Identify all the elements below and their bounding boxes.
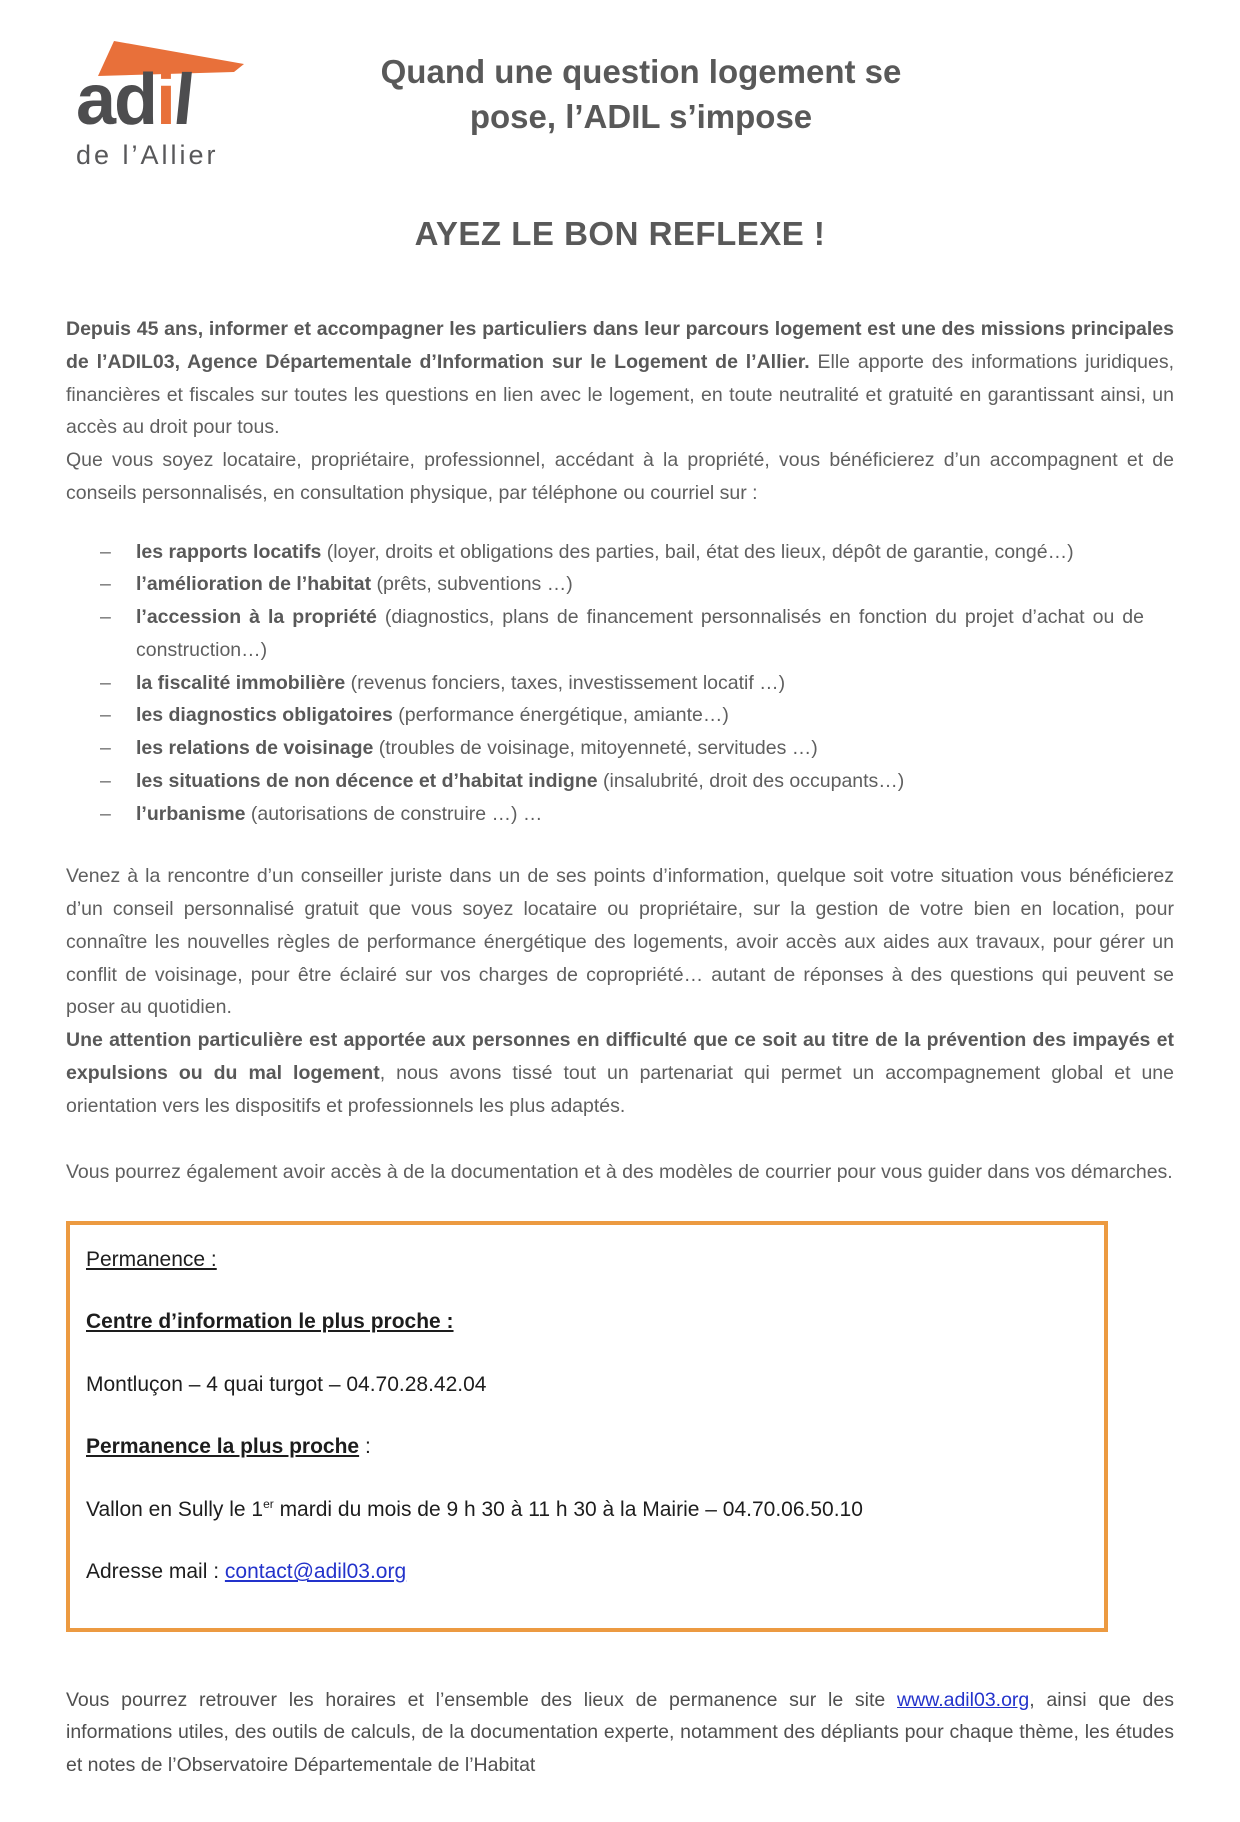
topic-bold: les rapports locatifs	[136, 540, 322, 563]
footer-pre-text: Vous pourrez retrouver les horaires et l’ensemble des lieux de permanence sur le site	[66, 1688, 898, 1711]
topic-rest: (loyer, droits et obligations des parties, bail, état des lieux, dépôt de garantie, congé…)	[321, 540, 1074, 563]
topic-bold: la fiscalité immobilière	[136, 671, 346, 694]
banner-heading: AYEZ LE BON REFLEXE !	[414, 215, 826, 252]
mail-line	[86, 1557, 1078, 1587]
list-item	[66, 765, 1174, 798]
logo-wordmark	[76, 60, 256, 140]
dash-bullet: –	[100, 737, 111, 759]
logo-subtitle: de l’Allier	[76, 140, 219, 170]
nearest-permanence-colon: :	[359, 1435, 371, 1459]
topic-rest: (revenus fonciers, taxes, investissement locatif …)	[345, 671, 786, 694]
topic-rest: (insalubrité, droit des occupants…)	[597, 769, 905, 792]
logo-letters-ad: ad	[76, 60, 157, 140]
topic-bold: l’urbanisme	[136, 802, 246, 825]
logo-letter-l: l	[169, 60, 197, 140]
permanence-heading	[86, 1245, 1078, 1275]
intro-rest-text: Elle apporte des informations juridiques, financières et fiscales sur toutes les questions en lien avec le logement, en toute neutralité et gratuité en garantissant ainsi, un accès au droit pour tous.	[66, 350, 1174, 439]
list-item	[66, 568, 1174, 601]
info-center-label-text: Centre d’information le plus proche :	[86, 1310, 454, 1334]
intro-bold-text: Depuis 45 ans, informer et accompagner les particuliers dans leur parcours logement est une des missions principales de l’ADIL03, Agence Départementale d’Information sur le Logement de l’Allier.	[66, 318, 1174, 373]
dash-bullet: –	[100, 704, 111, 727]
dash-bullet: –	[100, 606, 111, 628]
document-header	[66, 38, 1174, 171]
title-line-2: pose, l’ADIL s’impose	[469, 97, 813, 135]
list-item	[66, 732, 1174, 765]
advice-paragraph: Venez à la rencontre d’un conseiller juriste dans un de ses points d’information, quelque soit votre situation vous bénéficierez d’un conseil personnalisé gratuit que vous soyez locataire ou propriétaire, sur la gestion de votre bien en location, pour connaître les nouvelles règles de performance énergétique des logements, avoir accès aux aides aux travaux, pour gérer un conflit de voisinage, pour être éclairé sur vos charges de copropriété… autant de réponses à des questions qui peuvent se poser au quotidien.	[66, 865, 1174, 1019]
website-link[interactable]: www.adil03.org	[897, 1688, 1030, 1711]
footer-paragraph	[66, 1684, 1174, 1782]
dash-bullet: –	[100, 573, 111, 596]
footer-post-text: , ainsi que des informations utiles, des outils de calculs, de la documentation experte, notamment des dépliants pour chaque thème, les études et notes de l’Observatoire Départementale de l’Habitat	[66, 1688, 1174, 1777]
title-line-1: Quand une question logement se	[380, 53, 902, 90]
intro-paragraph	[66, 313, 1174, 444]
documentation-paragraph: Vous pourrez également avoir accès à de la documentation et à des modèles de courrier pour vous guider dans vos démarches.	[66, 1161, 1173, 1184]
dash-bullet: –	[100, 769, 111, 792]
adil-logo	[66, 38, 256, 171]
attention-bold-text: Une attention particulière est apportée aux personnes en difficulté que ce soit au titre de la prévention des impayés et expulsions ou du mal logement	[66, 1029, 1174, 1084]
dash-bullet: –	[100, 671, 111, 694]
attention-rest-text: , nous avons tissé tout un partenariat qui permet un accompagnement global et une orientation vers les dispositifs et professionnels les plus adaptés.	[66, 1061, 1175, 1117]
contact-email-link[interactable]: contact@adil03.org	[224, 1560, 407, 1584]
info-center-value: Montluçon – 4 quai turgot – 04.70.28.42.04	[86, 1372, 487, 1396]
intro-paragraph-2: Que vous soyez locataire, propriétaire, professionnel, accédant à la propriété, vous bénéficierez d’un accompagnent et de conseils personnalisés, en consultation physique, par téléphone ou courriel sur :	[66, 449, 1174, 504]
document-body	[66, 313, 1174, 1782]
info-center-label	[86, 1307, 1078, 1337]
topics-list	[66, 536, 1174, 831]
topic-bold: l’accession à la propriété	[136, 606, 377, 628]
topic-bold: les relations de voisinage	[136, 737, 374, 759]
topic-rest: (troubles de voisinage, mitoyenneté, servitudes …)	[373, 737, 818, 759]
dash-bullet: –	[100, 802, 111, 825]
topic-bold: l’amélioration de l’habitat	[136, 573, 372, 596]
list-item	[66, 667, 1174, 700]
mail-label: Adresse mail :	[86, 1560, 225, 1584]
list-item	[66, 536, 1174, 569]
dash-bullet: –	[100, 540, 111, 563]
title-block	[256, 38, 1026, 139]
nearest-permanence-label-text: Permanence la plus proche	[86, 1435, 360, 1459]
topic-bold: les situations de non décence et d’habitat indigne	[136, 769, 598, 792]
ordinal-superscript: er	[263, 1496, 274, 1511]
topic-bold: les diagnostics obligatoires	[136, 704, 393, 727]
topic-rest: (diagnostics, plans de financement personnalisés en fonction du projet d’achat ou de construction…)	[136, 606, 1144, 661]
permanence-box	[66, 1221, 1108, 1632]
nearest-permanence-value: Vallon en Sully le 1er mardi du mois de 9 h 30 à 11 h 30 à la Mairie – 04.70.06.50.10	[86, 1496, 863, 1521]
list-item	[66, 798, 1174, 831]
permanence-heading-text: Permanence :	[86, 1248, 217, 1271]
topic-rest: (prêts, subventions …)	[371, 573, 573, 596]
topic-rest: (autorisations de construire …) …	[245, 802, 543, 825]
logo-letter-i: i	[156, 60, 175, 140]
list-item	[66, 699, 1174, 732]
page-title	[256, 50, 1026, 139]
topic-rest: (performance énergétique, amiante…)	[392, 704, 729, 727]
attention-paragraph	[66, 1024, 1174, 1122]
nearest-permanence-label	[86, 1432, 1078, 1462]
list-item	[66, 601, 1174, 667]
